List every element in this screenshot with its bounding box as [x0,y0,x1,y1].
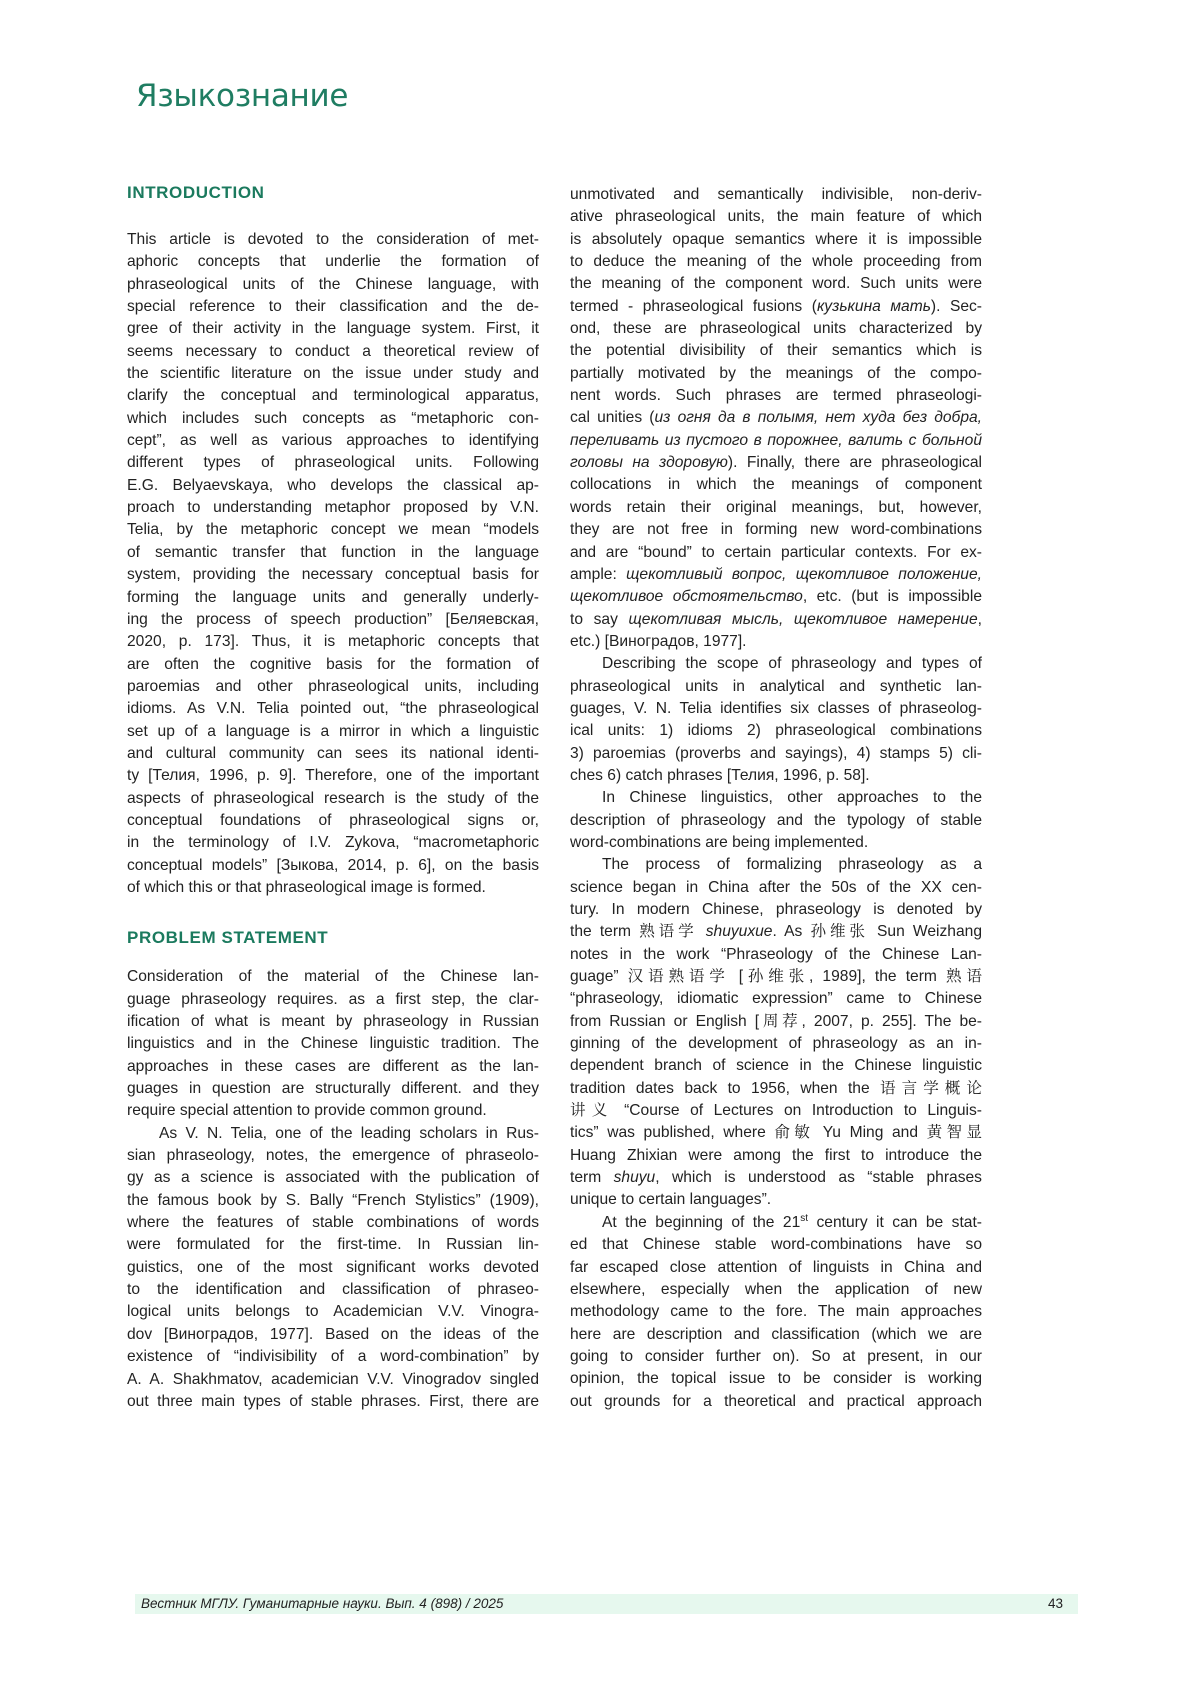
text-line: conceptual foundations of phraseological signs or, [127,810,539,832]
text-line: here are description and classification (which we are [570,1324,982,1346]
paragraph [570,787,982,854]
text-line: As V. N. Telia, one of the leading scholars in Rus- [127,1123,539,1145]
text-line: going to consider further on). So at present, in our [570,1346,982,1368]
text-line: dependent branch of science in the Chinese linguistic [570,1055,982,1077]
text-line: tradition dates back to 1956, when the 语言学概论 [570,1078,982,1100]
heading-introduction: INTRODUCTION [127,183,539,205]
text-line: etc.) [Виноградов, 1977]. [570,631,982,653]
text-line: ches 6) catch phrases [Телия, 1996, p. 58]. [570,765,982,787]
text-line: aphoric concepts that underlie the formation of [127,251,539,273]
text-line: головы на здоровую). Finally, there are phraseological [570,452,982,474]
text-line: collocations in which the meanings of component [570,474,982,496]
text-line: elsewhere, especially when the application of new [570,1279,982,1301]
text-line: At the beginning of the 21st century it can be stat- [570,1212,982,1234]
text-line: conceptual models” [Зыкова, 2014, p. 6], on the basis [127,855,539,877]
text-line: the potential divisibility of their semantics which is [570,340,982,362]
text-line: phraseological units of the Chinese language, with [127,274,539,296]
text-line: different types of phraseological units. Following [127,452,539,474]
text-line: words retain their original meanings, but, however, [570,497,982,519]
text-line: seems necessary to conduct a theoretical review of [127,341,539,363]
text-line: and are “bound” to certain particular contexts. For ex- [570,542,982,564]
text-line: system, providing the necessary conceptual basis for [127,564,539,586]
text-line: logical units belongs to Academician V.V. Vinogra- [127,1301,539,1323]
text-line: Huang Zhixian were among the first to introduce the [570,1145,982,1167]
text-line: the scientific literature on the issue under study and [127,363,539,385]
text-line: ginning of the development of phraseology as an in- [570,1033,982,1055]
text-line: ification of what is meant by phraseology in Russian [127,1011,539,1033]
text-line: of which this or that phraseological image is formed. [127,877,539,899]
text-line: In Chinese linguistics, other approaches to the [570,787,982,809]
text-line: The process of formalizing phraseology as a [570,854,982,876]
section-title: Языкознание [136,78,348,114]
text-line: sian phraseology, notes, the emergence of phraseolo- [127,1145,539,1167]
text-line: to say щекотливая мысль, щекотливое намерение, [570,609,982,631]
text-line: ative phraseological units, the main feature of which [570,206,982,228]
text-line: This article is devoted to the consideration of met- [127,229,539,251]
text-line: ond, these are phraseological units characterized by [570,318,982,340]
heading-problem-statement: PROBLEM STATEMENT [127,928,539,950]
text-line: notes in the work “Phraseology of the Chinese Lan- [570,944,982,966]
text-line: and cultural community can sees its national identi- [127,743,539,765]
paragraph [127,966,539,1122]
text-line: idioms. As V.N. Telia pointed out, “the phraseological [127,698,539,720]
paragraph [127,229,539,899]
text-line: are often the cognitive basis for the formation of [127,654,539,676]
text-line: “phraseology, idiomatic expression” came to Chinese [570,988,982,1010]
left-column [127,183,539,1413]
paragraph [127,1123,539,1413]
text-line: existence of “indivisibility of a word-combination” by [127,1346,539,1368]
text-line: out three main types of stable phrases. First, there are [127,1391,539,1413]
text-line: ical units: 1) idioms 2) phraseological combinations [570,720,982,742]
text-line: were formulated for the first-time. In Russian lin- [127,1234,539,1256]
text-line: description of phraseology and the typology of stable [570,810,982,832]
text-line: word-combinations are being implemented. [570,832,982,854]
text-line: dov [Виноградов, 1977]. Based on the ideas of the [127,1324,539,1346]
text-line: Telia, by the metaphoric concept we mean “models [127,519,539,541]
text-line: 讲义 “Course of Lectures on Introduction to Linguis- [570,1100,982,1122]
text-line: ed that Chinese stable word-combinations have so [570,1234,982,1256]
text-line: gree of their activity in the language system. First, it [127,318,539,340]
text-line: unmotivated and semantically indivisible, non-deriv- [570,184,982,206]
text-line: guages in question are structurally different. and they [127,1078,539,1100]
text-line: 3) paroemias (proverbs and sayings), 4) stamps 5) cli- [570,743,982,765]
footer-journal-title: Вестник МГЛУ. Гуманитарные науки. Вып. 4 (898) / 2025 [141,1595,503,1613]
text-line: nent words. Such phrases are termed phraseologi- [570,385,982,407]
text-line: phraseological units in analytical and synthetic lan- [570,676,982,698]
text-line: A. A. Shakhmatov, academician V.V. Vinogradov singled [127,1369,539,1391]
text-line: the meaning of the component word. Such units were [570,273,982,295]
text-line: the famous book by S. Bally “French Stylistics” (1909), [127,1190,539,1212]
text-line: to the identification and classification of phraseo- [127,1279,539,1301]
introduction-body [127,229,539,899]
text-line: opinion, the topical issue to be consider is working [570,1368,982,1390]
text-line: переливать из пустого в порожнее, валить с больной [570,430,982,452]
paragraph [570,184,982,653]
text-line: they are not free in forming new word-combinations [570,519,982,541]
text-line: forming the language units and generally underly- [127,587,539,609]
text-line: of semantic transfer that function in the language [127,542,539,564]
text-line: which includes such concepts as “metaphoric con- [127,408,539,430]
right-column-body [570,184,982,1413]
page-number: 43 [1048,1595,1063,1613]
text-line: paroemias and other phraseological units, including [127,676,539,698]
text-line: ing the process of speech production” [Беляевская, [127,609,539,631]
text-line: щекотливое обстоятельство, etc. (but is impossible [570,586,982,608]
text-line: 2020, p. 173]. Thus, it is metaphoric concepts that [127,631,539,653]
paragraph [570,653,982,787]
text-line: E.G. Belyaevskaya, who develops the classical ap- [127,475,539,497]
text-line: to deduce the meaning of the whole proceeding from [570,251,982,273]
text-line: tics” was published, where 俞敏 Yu Ming and 黄智显 [570,1122,982,1144]
text-line: proach to understanding metaphor proposed by V.N. [127,497,539,519]
text-line: from Russian or English [周荐, 2007, p. 255]. The be- [570,1011,982,1033]
text-line: tury. In modern Chinese, phraseology is denoted by [570,899,982,921]
text-line: science began in China after the 50s of the XX cen- [570,877,982,899]
text-line: linguistics and in the Chinese linguistic tradition. The [127,1033,539,1055]
problem-statement-body [127,966,539,1413]
text-line: guages, V. N. Telia identifies six classes of phraseolog- [570,698,982,720]
text-line: cept”, as well as various approaches to identifying [127,430,539,452]
text-line: termed - phraseological fusions (кузькина мать). Sec- [570,296,982,318]
text-line: ample: щекотливый вопрос, щекотливое положение, [570,564,982,586]
text-line: guage phraseology requires. as a first step, the clar- [127,989,539,1011]
text-line: clarify the conceptual and terminological apparatus, [127,385,539,407]
text-line: far escaped close attention of linguists in China and [570,1257,982,1279]
paragraph [570,854,982,1212]
text-line: methodology came to the fore. The main approaches [570,1301,982,1323]
text-line: guage” 汉语熟语学 [孙维张, 1989], the term 熟语 [570,966,982,988]
text-line: where the features of stable combinations of words [127,1212,539,1234]
text-line: Describing the scope of phraseology and types of [570,653,982,675]
text-line: out grounds for a theoretical and practical approach [570,1391,982,1413]
text-line: the term 熟语学 shuyuxue. As 孙维张 Sun Weizhang [570,921,982,943]
text-line: require special attention to provide common ground. [127,1100,539,1122]
text-line: special reference to their classification and the de- [127,296,539,318]
text-line: in the terminology of I.V. Zykova, “macrometaphoric [127,832,539,854]
text-line: gy as a science is associated with the publication of [127,1167,539,1189]
text-line: term shuyu, which is understood as “stable phrases [570,1167,982,1189]
text-line: is absolutely opaque semantics where it is impossible [570,229,982,251]
text-line: unique to certain languages”. [570,1189,982,1211]
right-column [570,184,982,1413]
text-line: approaches in these cases are different as the lan- [127,1056,539,1078]
paragraph [570,1212,982,1413]
text-line: cal unities (из огня да в полымя, нет худа без добра, [570,407,982,429]
text-line: ty [Телия, 1996, p. 9]. Therefore, one of the important [127,765,539,787]
text-line: aspects of phraseological research is the study of the [127,788,539,810]
text-line: Consideration of the material of the Chinese lan- [127,966,539,988]
text-line: guistics, one of the most significant works devoted [127,1257,539,1279]
text-line: partially motivated by the meanings of the compo- [570,363,982,385]
text-line: set up of a language is a mirror in which a linguistic [127,721,539,743]
